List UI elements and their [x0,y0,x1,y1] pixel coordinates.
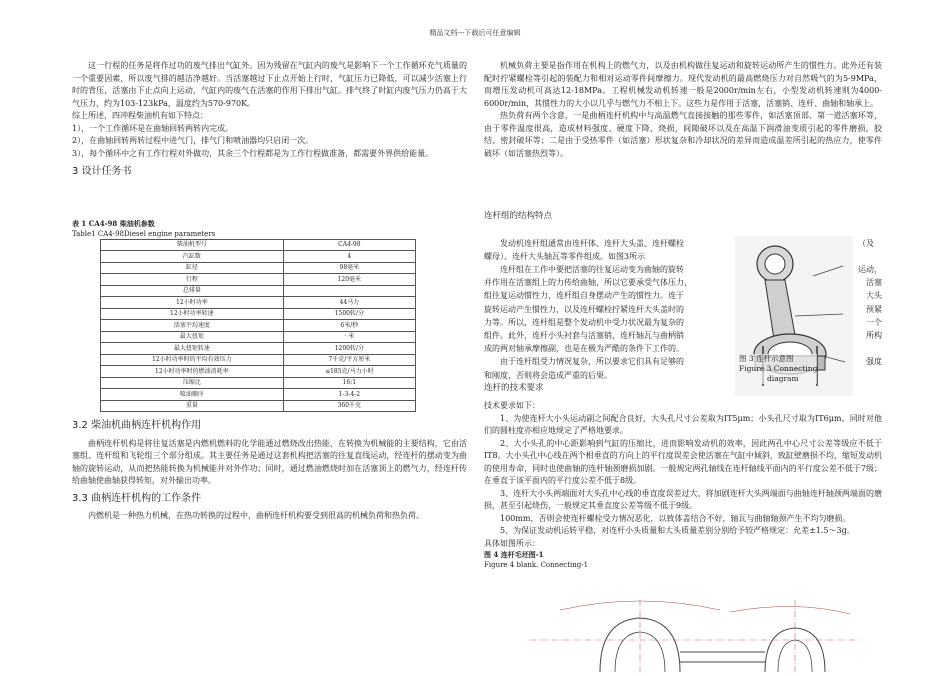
table-row [101,366,416,378]
section-heading-3: 3 设计任务书 [72,166,132,177]
table-row [101,274,416,286]
param-value-cell: ≤185克/马力小时 [283,366,415,378]
figure-4-caption-en: Figure 4 blank. Connecting-1 [484,561,589,570]
page-header: 精品文档---下载后可任意编辑 [429,29,521,37]
param-name-cell: 压缩比 [101,377,284,389]
line-tail: 强度 [866,357,882,367]
line-tail: 运动， [858,264,882,274]
line-tail: 大头 [866,291,882,301]
param-value-cell: 6米/秒 [283,320,415,332]
figure-3-caption-en: Figure 3 Connecting [739,364,818,373]
line: 连杆组在工作中要把活塞的往复运动变为曲轴的旋转 [500,264,684,274]
table-row [101,331,416,343]
line: 成的两对轴承摩擦副，也是在极为严酷的条件下工作的。 [484,344,684,354]
param-value-cell: 1-3-4-2 [283,389,415,401]
param-name-cell: 重量 [101,400,284,412]
param-value-cell [283,285,415,297]
param-name-cell: 最大扭矩 [101,331,284,343]
table-row [101,297,416,309]
tech-req-3: 3、连杆大小头两端面对大头孔中心线的垂直度误差过大，将加剧连杆大头两端面与曲轴连杆轴颈两端面的磨损，甚至引起烧伤，一般规定其垂直度公差等级不低于9级。 [484,488,882,511]
param-value-cell: · 米 [283,331,415,343]
param-name-cell: 总排量 [101,285,284,297]
figure-3-connecting-rod [735,236,853,396]
section-3-2-paragraph: 曲柄连杆机构是将往复活塞是内燃机燃料的化学能通过燃烧改出热能，在转换为机械能的主要结构，它由活塞组、连杆组和飞轮组三个部分组成。其主要任务是通过这套机构把活塞的往复直线运动，经连杆的摆动变为曲轴的旋转运动，从而把热能转换为机械能并对外作功；同时，通过燃油燃烧时加在活塞顶上的燃气力，经连杆传给曲轴使曲轴获得转矩，对外输出功率。 [72,438,467,485]
figure-4-caption-cn: 图 4 连杆毛坯图-1 [484,550,544,560]
table-caption-en: Table1 CA4-98Diesel engine parameters [72,229,216,238]
line-tail: （及 [858,238,874,248]
line: 并作用在活塞组上的力传给曲轴，所以它要承受气体压力， [484,278,692,288]
param-name-cell: 汽缸数 [101,251,284,263]
line: 和刚度，否则将会造成严重的后果。 [484,370,612,380]
connecting-rod-structure-heading: 连杆组的结构特点 [484,211,553,221]
tech-req-2: 2、大小头孔的中心距影响到气缸的压缩比，进而影响发动机的效率，因此两孔中心尺寸公差等级应不低于 IT8。大小头孔中心线在两个相垂直的方向上的平行度误差会使活塞在气缸中倾斜，致缸壁磨损不均，缩短发动机的使用寿命，同时也使曲轴的连杆轴颈磨损加剧。一般规定两孔轴线在连杆轴线平面内的平行度公差不低于7级；在垂直于该平面内的平行度公差不低于8级。 [484,438,882,486]
figure-4-blank-drawing [530,600,860,672]
line: 螺母）、连杆大头轴瓦等零件组成。如图3所示 [484,251,646,261]
section-heading-3-2: 3.2 柴油机曲柄连杆机构作用 [72,420,202,431]
table-row [101,251,416,263]
table-row [101,389,416,401]
table-row [101,377,416,389]
mechanical-load-paragraph: 机械负荷主要是指作用在机构上的燃气力，以及由机构做往复运动和旋转运动所产生的惯性力。此外还有装配时拧紧螺栓等引起的装配力和相对运动零件间摩擦力。现代发动机的最高燃烧压力对自然吸气的为5-9MPa，而增压发动机可高达12-18MPa。工程机械发动机转速一般是2000r/min左右，小型发动机转速则为4000-6000r/min，其惯性力的大小以几乎与燃气力不相上下。这些力是作用于活塞，活塞销、连杆、曲轴和轴承上。 [484,61,882,108]
line: 发动机连杆组通常由连杆体、连杆大头盖、连杆螺栓 [500,238,684,248]
point-3: 3），每个循环中之有工作行程对外做功，其余三个行程都是为工作行程做准备，都需要外界供给能量。 [72,148,434,158]
param-value-cell: 7千克/平方厘米 [283,354,415,366]
line: 组往复运动惯性力，连杆组自身摆动产生的惯性力。连于 [484,291,684,301]
param-value-cell: 16:1 [283,377,415,389]
param-name-cell: 行程 [101,274,284,286]
param-value-cell: 44马力 [283,297,415,309]
line-tail: 活塞 [866,278,882,288]
table-row [101,239,416,251]
figure-intro: 具体如图所示： [484,538,540,548]
figure-3-caption-en-2: diagram [767,374,799,383]
left-column [72,60,467,523]
tech-req-1: 1、为使连杆大小头运动副之间配合良好，大头孔尺寸公差取为IT5μm；小头孔尺寸取为IT6μm。同时对他们的圆柱度亦相应地规定了严格地要求。 [484,413,882,436]
table-row [101,262,416,274]
blank-drawing-svg [530,600,860,672]
param-value-cell: 1500转/分 [283,308,415,320]
param-value-cell: 4 [283,251,415,263]
param-name-cell: 活塞平均速度 [101,320,284,332]
table-row [101,320,416,332]
param-value-cell: 120毫米 [283,274,415,286]
param-name-cell: 12小时功率转速 [101,308,284,320]
param-value-cell: CA4-98 [283,239,415,251]
line-tail: 预紧 [866,304,882,314]
summary-title: 综上所述，四冲程柴油机有如下特点： [72,111,208,120]
tech-intro: 技术要求如下： [484,401,540,411]
param-name-cell: 最大扭矩转速 [101,343,284,355]
line-tail: 一个 [866,317,882,327]
tech-req-5: 5、为保证发动机运转平稳，对连杆小头质量和大头质量差别分别给予较严格规定：允差±1.5～3g。 [500,526,855,536]
param-name-cell: 12小时功率时的燃油消耗率 [101,366,284,378]
param-value-cell: 1200转/分 [283,343,415,355]
param-name-cell: 缸径 [101,262,284,274]
param-name-cell: 12小时功率 [101,297,284,309]
table-row [101,285,416,297]
point-2: 2），在曲轴回转两转过程中进气门，排气门和喷油器均只启闭一次。 [72,136,314,145]
section-3-3-paragraph: 内燃机是一种热力机械，在热功转换的过程中，曲柄连杆机构要受到很高的机械负荷和热负荷。 [88,511,424,520]
table-caption-cn: 表 1 CA4-98 柴油机参数 [72,218,155,228]
table-row [101,343,416,355]
param-value-cell: 360千克 [283,400,415,412]
engine-parameters-table [100,239,416,413]
param-name-cell: 喷油顺序 [101,389,284,401]
figure-3-caption-cn: 图 3 连杆示意图 [739,354,794,363]
line: 组件。此外，连杆小头衬套与活塞销，连杆轴瓦与曲柄销 [484,330,684,340]
intro-paragraph: 这一行程的任务是将作过功的废气排出气缸外。因为残留在气缸内的废气是影响下一个工作循环充气质量的一个重要因素，所以废气排的越洁净越好。当活塞越过下止点开始上行时，气缸压力已降低，可以减少活塞上行时的背压，活塞由下止点向上运动，气缸内的废气在活塞的作用下排出气缸。排气终了时缸内废气压力仍高于大气压力，约为103-123kPa，温度约为570-970K。 [72,61,467,108]
table-row [101,308,416,320]
tech-requirements-heading: 连杆的技术要求 [484,382,544,393]
param-name-cell: 12小时功率时的平均有效压力 [101,354,284,366]
line: 旋转运动产生惯性力，以及连杆螺栓拧紧连杆大头盖时的 [484,304,684,314]
tech-req-3b: 100mm，否则会使连杆螺栓受力情况恶化，以致体盖结合不好，轴瓦与曲轴轴颈产生不均匀磨损。 [500,513,851,523]
point-1: 1），一个工作循环是在曲轴回转两转内完成。 [72,123,234,133]
section-heading-3-3: 3.3 曲柄连杆机构的工作条件 [72,492,202,504]
line: 力等。所以，连杆组是整个发动机中受力状况最为复杂的 [484,317,684,327]
thermal-load-paragraph: 热负荷有两个含意，一是曲柄连杆机构中与高温燃气直接接触的那些零件，如活塞顶部、第一道活塞环等，由于零件温度很高，造成材料强度、硬度下降，烧损，间隙破坏以及在高温下润滑油变质引起的零件磨损，胶结、密封破坏等；二是由于受热零件（如活塞）形状复杂和冷却状况的差异而造成温差所引起的热应力，使零件破坏（如活塞热烈等）。 [484,111,882,158]
table-row [101,354,416,366]
line: 由于连杆组受力情况复杂，所以要求它们具有足够的 [500,357,684,367]
param-name-cell: 柴油机型号 [101,239,284,251]
table-row [101,400,416,412]
param-value-cell: 98毫米 [283,262,415,274]
line-tail: 所构 [866,330,882,340]
